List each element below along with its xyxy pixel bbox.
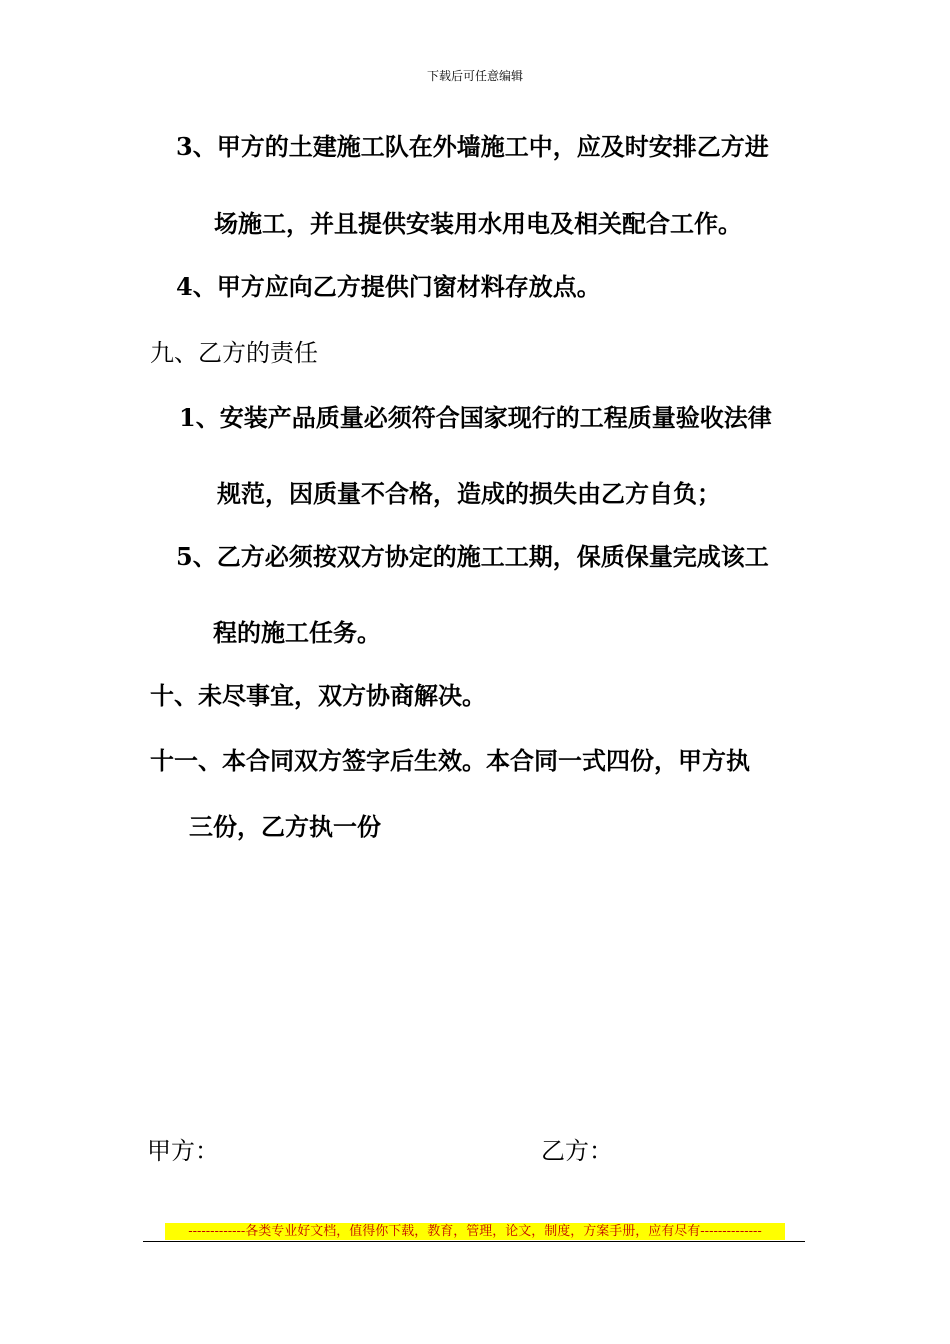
party-b-duty-item-5-line-2: 程的施工任务。 <box>213 618 381 647</box>
party-b-duty-item-1-line-1: 1、安装产品质量必须符合国家现行的工程质量验收法律 <box>179 403 772 432</box>
header-note: 下载后可任意编辑 <box>426 69 523 83</box>
section-11-line-1: 十一、本合同双方签字后生效。本合同一式四份，甲方执 <box>150 746 750 775</box>
footer-rule <box>143 1241 805 1242</box>
section-10: 十、未尽事宜，双方协商解决。 <box>150 681 486 710</box>
section-11-line-2: 三份，乙方执一份 <box>189 812 381 841</box>
section-9-heading: 九、乙方的责任 <box>150 339 318 367</box>
party-a-duty-item-3-line-2: 场施工，并且提供安装用水用电及相关配合工作。 <box>214 209 742 238</box>
party-a-duty-item-3-line-1: 3、甲方的土建施工队在外墙施工中，应及时安排乙方进 <box>176 132 769 161</box>
footer-banner: -------------各类专业好文档，值得你下载，教育，管理，论文，制度，方案手册，应有尽有-------------- <box>165 1223 785 1240</box>
party-a-signature-label: 甲方： <box>147 1137 219 1165</box>
party-b-duty-item-5-line-1: 5、乙方必须按双方协定的施工工期，保质保量完成该工 <box>176 542 769 571</box>
party-b-duty-item-1-line-2: 规范，因质量不合格，造成的损失由乙方自负； <box>217 479 721 508</box>
party-a-duty-item-4: 4、甲方应向乙方提供门窗材料存放点。 <box>176 272 601 301</box>
party-b-signature-label: 乙方： <box>541 1137 613 1165</box>
